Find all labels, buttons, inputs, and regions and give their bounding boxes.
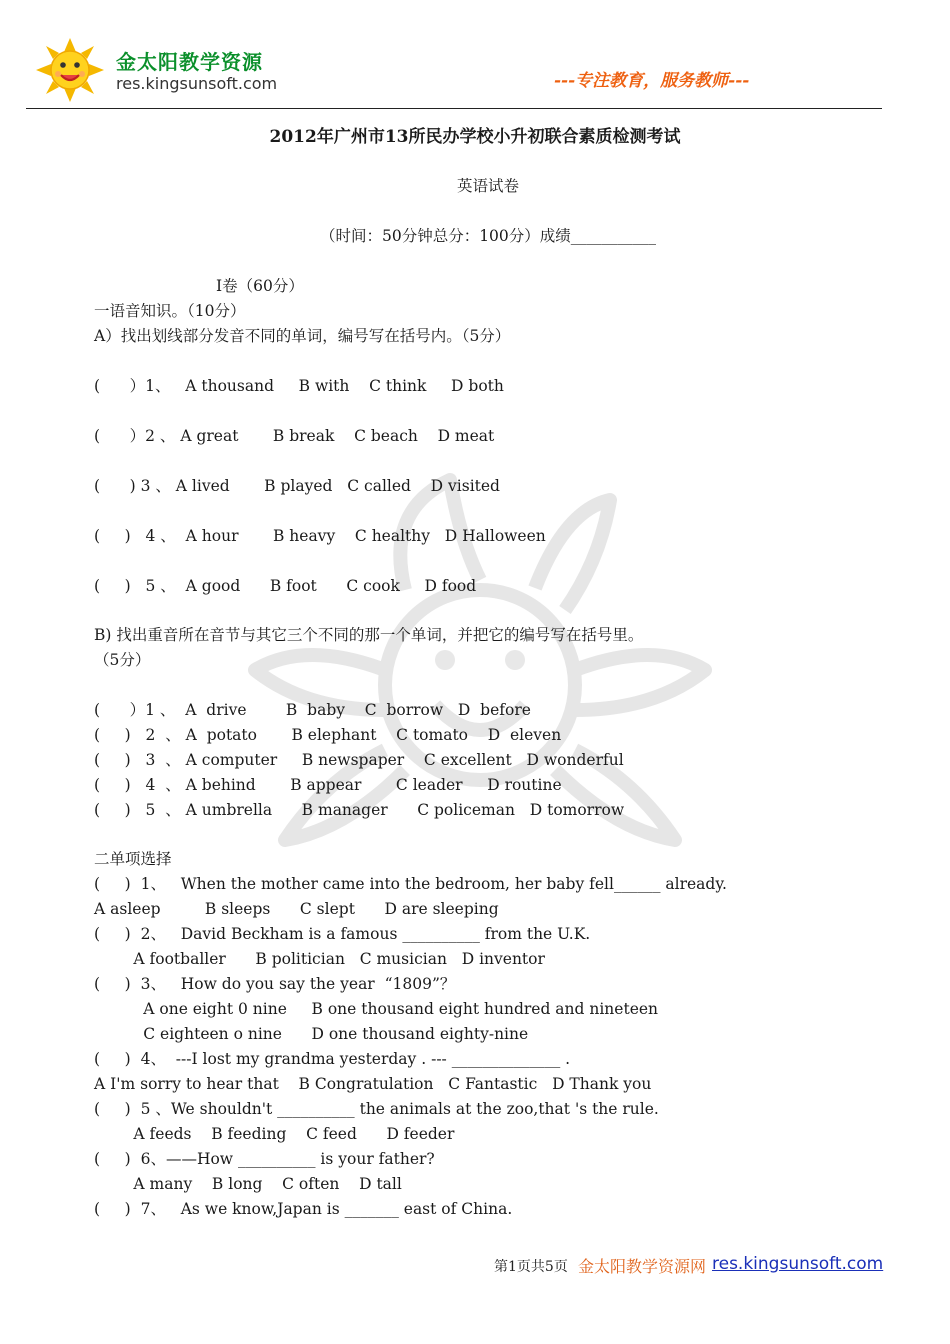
section2-heading: 二单项选择 [94,850,172,868]
brand-url[interactable]: res.kingsunsoft.com [116,74,278,93]
partA-item-2: ( ）2 、 A great B break C beach D meat [94,427,495,445]
partB-item-5: ( ) 5 、 A umbrella B manager C policeman D tomorrow [94,801,625,819]
partB-item-1: ( ）1 、 A drive B baby C borrow D before [94,701,531,719]
partA-item-4: ( ) 4 、 A hour B heavy C healthy D Halloween [94,527,546,545]
section1-heading: 一语音知识。（10分） [94,302,246,320]
question-line: ( ) 5 、We shouldn't __________ the animals at the zoo,that 's the rule. [94,1100,659,1118]
partB-item-4: ( ) 4 、 A behind B appear C leader D routine [94,776,562,794]
footer-brand: 金太阳教学资源网 [578,1257,707,1276]
question-line: C eighteen o nine D one thousand eighty-nine [94,1025,529,1043]
slogan: ---专注教育，服务教师--- [554,71,750,91]
question-line: ( ) 2、 David Beckham is a famous __________ from the U.K. [94,925,591,943]
question-line: ( ) 7、 As we know,Japan is _______ east of China. [94,1200,513,1218]
partB-instruction: B) 找出重音所在音节与其它三个不同的那一个单词，并把它的编号写在括号里。 [94,626,644,644]
partA-item-1: ( ）1、 A thousand B with C think D both [94,377,504,395]
question-line: A feeds B feeding C feed D feeder [94,1125,455,1143]
question-line: ( ) 3、 How do you say the year “1809”？ [94,975,456,993]
exam-time-info: （时间：50分钟总分：100分）成绩___________ [319,227,657,245]
partA-item-3: ( ) 3 、 A lived B played C called D visited [94,477,500,495]
question-line: A footballer B politician C musician D inventor [94,950,545,968]
question-line: ( ) 1、 When the mother came into the bedroom, her baby fell______ already. [94,875,727,893]
header-divider [26,108,882,109]
partA-item-5: ( ) 5 、 A good B foot C cook D food [94,577,477,595]
volume-heading: I卷（60分） [216,277,304,295]
exam-subject: 英语试卷 [456,177,519,195]
question-line: ( ) 6、——How __________ is your father? [94,1150,435,1168]
partB-item-2: ( ) 2 、 A potato B elephant C tomato D eleven [94,726,562,744]
partB-instruction-score: （5分） [94,651,151,669]
exam-title: 2012年广州市13所民办学校小升初联合素质检测考试 [269,127,681,147]
question-line: A many B long C often D tall [94,1175,402,1193]
footer-url-link[interactable]: res.kingsunsoft.com [712,1254,884,1274]
question-line: A I'm sorry to hear that B Congratulation C Fantastic D Thank you [94,1075,652,1093]
question-line: ( ) 4、 ---I lost my grandma yesterday . --- ______________ . [94,1050,571,1068]
brand-name: 金太阳教学资源 [116,50,263,74]
question-line: A one eight 0 nine B one thousand eight hundred and nineteen [94,1000,659,1018]
page-number: 第1页共5页 [494,1259,568,1275]
partA-instruction: A）找出划线部分发音不同的单词，编号写在括号内。（5分） [94,327,511,345]
question-line: A asleep B sleeps C slept D are sleeping [94,900,499,918]
partB-item-3: ( ) 3 、 A computer B newspaper C excellent D wonderful [94,751,624,769]
